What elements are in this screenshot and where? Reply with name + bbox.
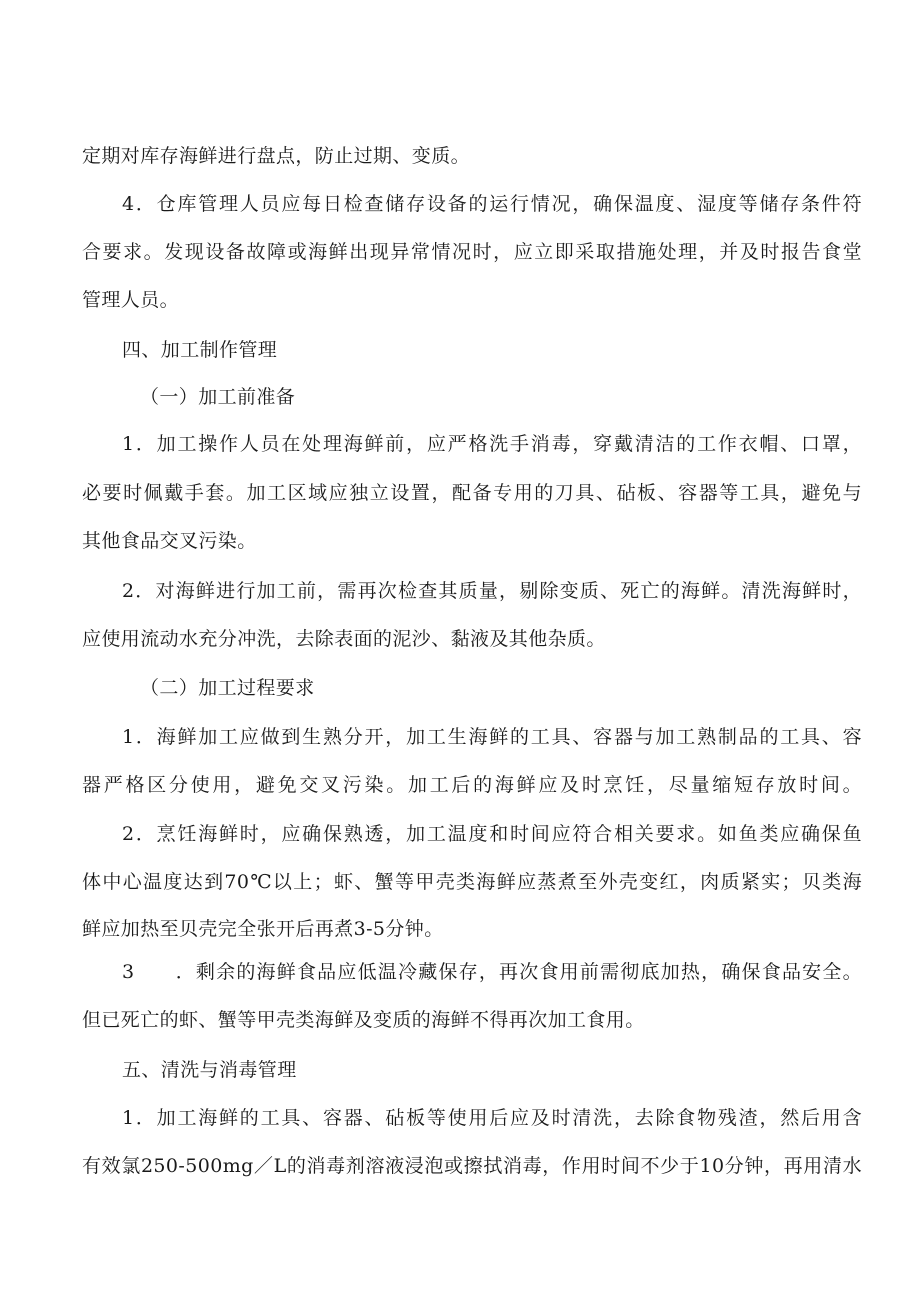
- paragraph-line: 定期对库存海鲜进行盘点，防止过期、变质。: [82, 145, 471, 167]
- paragraph-line: 2．烹饪海鲜时，应确保熟透，加工温度和时间应符合相关要求。如鱼类应确保鱼: [122, 823, 862, 845]
- paragraph-line: 必要时佩戴手套。加工区域应独立设置，配备专用的刀具、砧板、容器等工具，避免与: [82, 482, 862, 504]
- paragraph-line: 但已死亡的虾、蟹等甲壳类海鲜及变质的海鲜不得再次加工食用。: [82, 1009, 645, 1031]
- subsection-heading: （一）加工前准备: [140, 386, 296, 408]
- paragraph-line: 2．对海鲜进行加工前，需再次检查其质量，剔除变质、死亡的海鲜。清洗海鲜时，: [122, 580, 862, 602]
- paragraph-line: 3 ．剩余的海鲜食品应低温冷藏保存，再次食用前需彻底加热，确保食品安全。: [122, 961, 862, 983]
- paragraph-line: 应使用流动水充分冲洗，去除表面的泥沙、黏液及其他杂质。: [82, 628, 606, 650]
- paragraph-line: 其他食品交叉污染。: [82, 530, 257, 552]
- section-heading: 四、加工制作管理: [122, 339, 278, 361]
- paragraph-line: 1．加工操作人员在处理海鲜前，应严格洗手消毒，穿戴清洁的工作衣帽、口罩，: [122, 433, 862, 455]
- paragraph-line: 4．仓库管理人员应每日检查储存设备的运行情况，确保温度、湿度等储存条件符: [122, 193, 862, 215]
- subsection-heading: （二）加工过程要求: [140, 677, 315, 699]
- paragraph-line: 合要求。发现设备故障或海鲜出现异常情况时，应立即采取措施处理，并及时报告食堂: [82, 241, 862, 263]
- paragraph-line: 1．加工海鲜的工具、容器、砧板等使用后应及时清洗，去除食物残渣，然后用含: [122, 1107, 862, 1129]
- paragraph-line: 1．海鲜加工应做到生熟分开，加工生海鲜的工具、容器与加工熟制品的工具、容: [122, 726, 862, 748]
- paragraph-line: 鲜应加热至贝壳完全张开后再煮3-5分钟。: [82, 918, 444, 940]
- paragraph-line: 器严格区分使用，避免交叉污染。加工后的海鲜应及时烹饪，尽量缩短存放时间。: [82, 774, 862, 796]
- section-heading: 五、清洗与消毒管理: [122, 1059, 297, 1081]
- paragraph-line: 体中心温度达到70℃以上；虾、蟹等甲壳类海鲜应蒸煮至外壳变红，肉质紧实；贝类海: [82, 871, 862, 893]
- paragraph-line: 管理人员。: [82, 289, 180, 311]
- paragraph-line: 有效氯250-500mg／L的消毒剂溶液浸泡或擦拭消毒，作用时间不少于10分钟，再用清水: [82, 1155, 862, 1177]
